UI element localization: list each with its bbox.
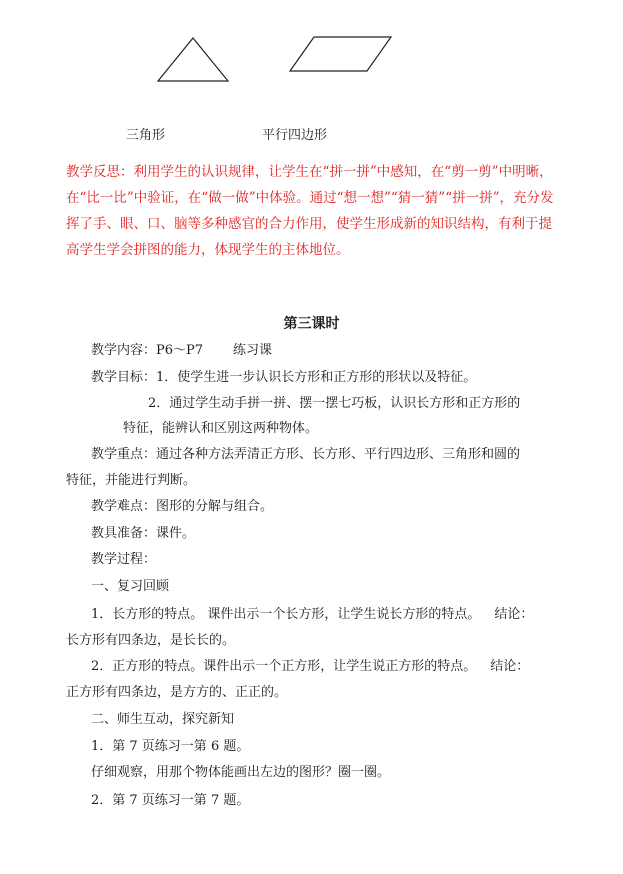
exercise-6-prompt: 仔细观察，用那个物体能画出左边的图形？圈一圈。 [91,765,391,780]
content-label: 教学内容：P6～P7 [91,343,204,358]
review-1-text: 1．长方形的特点。 课件出示一个长方形，让学生说长方形的特点。 [91,607,481,622]
process-line: 教学过程： [91,552,157,567]
review-2-line-1 [91,657,529,677]
review-2-line-2: 正方形有四条边，是方方的、正正的。 [66,685,288,700]
parallelogram-label: 平行四边形 [262,128,328,143]
goal-2-line-1: 2．通过学生动手拼一拼、摆一摆七巧板，认识长方形和正方形的 [148,396,521,411]
teaching-reflection: 教学反思：利用学生的认识规律，让学生在“拼一拼”中感知，在“剪一剪”中明晰，在“比一比”中验证，在“做一做”中体验。通过“想一想”“猜一猜”“拼一拼”，充分发挥了手、眼、口、脑等多种感官的合力作用，使学生形成新的知识结构，有利于提高学生学会拼图的能力，体现学生的主体地位。 [66,164,554,258]
review-1-line-1 [91,605,533,625]
materials-line: 教具准备：课件。 [91,526,196,541]
goal-2-line-2: 特征，能辨认和区别这两种物体。 [123,421,319,436]
triangle-label: 三角形 [126,128,166,143]
key-point-line-1: 教学重点：通过各种方法弄清正方形、长方形、平行四边形、三角形和圆的 [91,447,521,462]
difficulty-line: 教学难点：图形的分解与组合。 [91,499,274,514]
parallelogram-figure [288,34,394,74]
review-1-conclusion: 结论： [494,607,534,622]
review-1-line-2: 长方形有四条边，是长长的。 [66,633,236,648]
explore-heading: 二、师生互动，探究新知 [91,712,235,727]
content-line [91,341,272,361]
triangle-figure [155,36,231,84]
lesson-title: 第三课时 [283,316,340,332]
exercise-6: 1．第 7 页练习一第 6 题。 [91,739,250,754]
key-point-line-2: 特征，并能进行判断。 [66,473,197,488]
content-type: 练习课 [233,343,273,358]
review-2-text: 2．正方形的特点。课件出示一个正方形，让学生说正方形的特点。 [91,659,477,674]
goal-1: 教学目标：1．使学生进一步认识长方形和正方形的形状以及特征。 [91,370,477,385]
review-heading: 一、复习回顾 [91,579,170,594]
review-2-conclusion: 结论： [490,659,530,674]
exercise-7: 2．第 7 页练习一第 7 题。 [91,793,250,808]
